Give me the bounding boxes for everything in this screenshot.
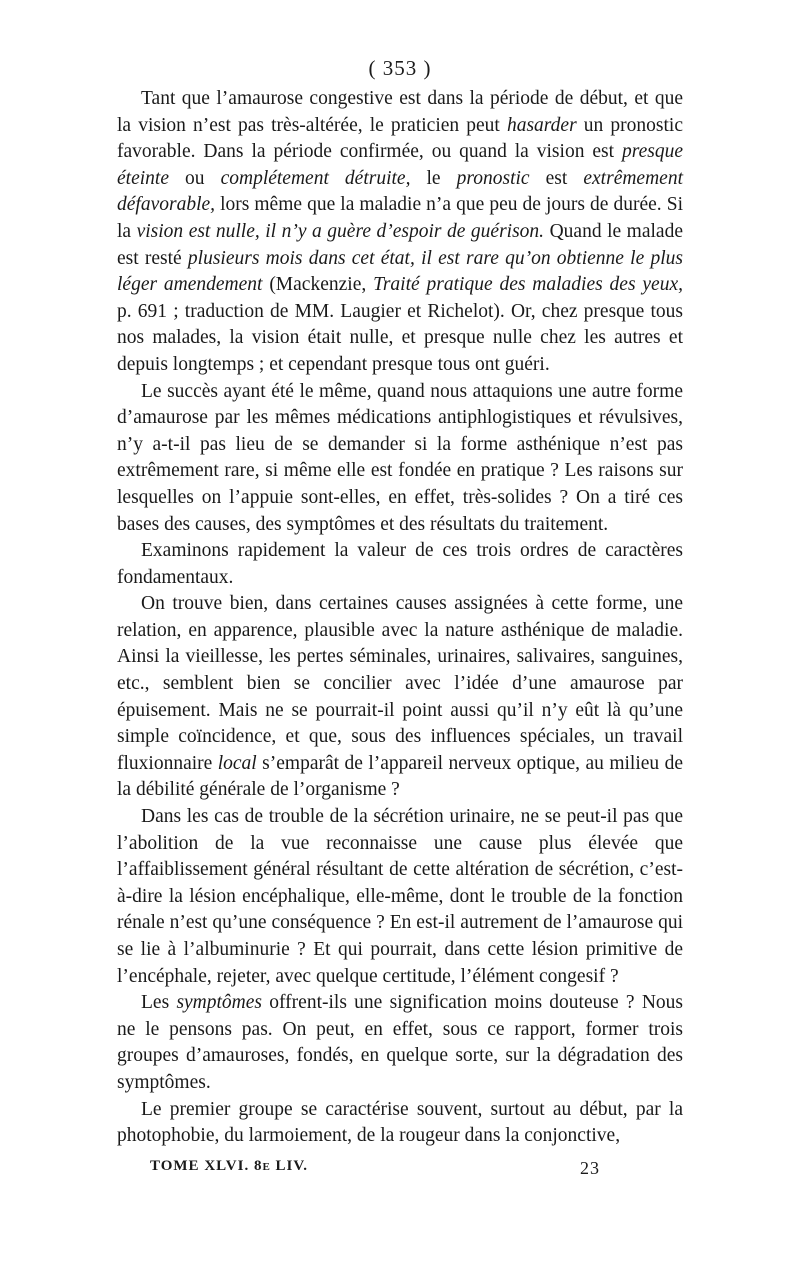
paragraph: Le succès ayant été le même, quand nous attaquions une autre forme d’amaurose par les mêmes médications antiphlogistiques et révulsives, n’y a-t-il pas lieu de se demander si la forme asthénique n’est pas extrêmement rare, si même elle est fondée en pratique ? Les raisons sur lesquelles on l’appuie sont-elles, en effet, très-solides ? On a tiré ces bases des causes, des symptômes et des résultats du traitement.	[117, 380, 683, 535]
page-number: ( 353 )	[368, 56, 432, 80]
page-footer	[150, 1158, 600, 1178]
paragraph: Le premier groupe se caractérise souvent, surtout au début, par la photophobie, du larmoiement, de la rougeur dans la conjonctive,	[117, 1098, 683, 1147]
signature-mark: TOME XLVI. 8e LIV.	[150, 1158, 309, 1174]
paragraph: On trouve bien, dans certaines causes assignées à cette forme, une relation, en apparence, plausible avec la nature asthénique de maladie. Ainsi la vieillesse, les pertes séminales, urinaires, salivaires, sanguines, etc., semblent bien se concilier avec l’idée d’une amaurose par épuisement. Mais ne se pourrait-il point aussi qu’il n’y eût là qu’une simple coïncidence, et que, sous des influences spéciales, un travail fluxionnaire local s’emparât de l’appareil nerveux optique, au milieu de la débilité générale de l’organisme ?	[117, 593, 683, 801]
paragraph: Les symptômes offrent-ils une signification moins douteuse ? Nous ne le pensons pas. On peut, en effet, sous ce rapport, former trois groupes d’amauroses, fondés, en quelque sorte, sur la dégradation des symptômes.	[117, 992, 684, 1093]
sheet-number: 23	[580, 1158, 600, 1178]
paragraph: Dans les cas de trouble de la sécrétion urinaire, ne se peut-il pas que l’abolition de la vue reconnaisse une cause plus élevée que l’affaiblissement général résultant de cette altération de sécrétion, c’est-à-dire la lésion encéphalique, elle-même, dont le trouble de la fonction rénale n’est qu’une conséquence ? En est-il autrement de l’amaurose qui se lie à l’albuminurie ? Et qui pourrait, dans cette lésion primitive de l’encéphale, rejeter, avec quelque certitude, l’élément congesif ?	[117, 806, 683, 987]
body-text	[117, 86, 683, 1150]
paragraph: Examinons rapidement la valeur de ces trois ordres de caractères fondamentaux.	[117, 540, 683, 588]
paragraph: Tant que l’amaurose congestive est dans la période de début, et que la vision n’est pas très-altérée, le praticien peut hasarder un pronostic favorable. Dans la période confirmée, ou quand la vision est presque éteinte ou complétement détruite, le pronostic est extrêmement défavorable, lors même que la maladie n’a que peu de jours de durée. Si la vision est nulle, il n’y a guère d’espoir de guérison. Quand le malade est resté plusieurs mois dans cet état, il est rare qu’on obtienne le plus léger amendement (Mackenzie, Traité pratique des maladies des yeux, p. 691 ; traduction de MM. Laugier et Richelot). Or, chez presque tous nos malades, la vision était nulle, et presque nulle chez les autres et depuis longtemps ; et cependant presque tous ont guéri.	[117, 88, 683, 375]
